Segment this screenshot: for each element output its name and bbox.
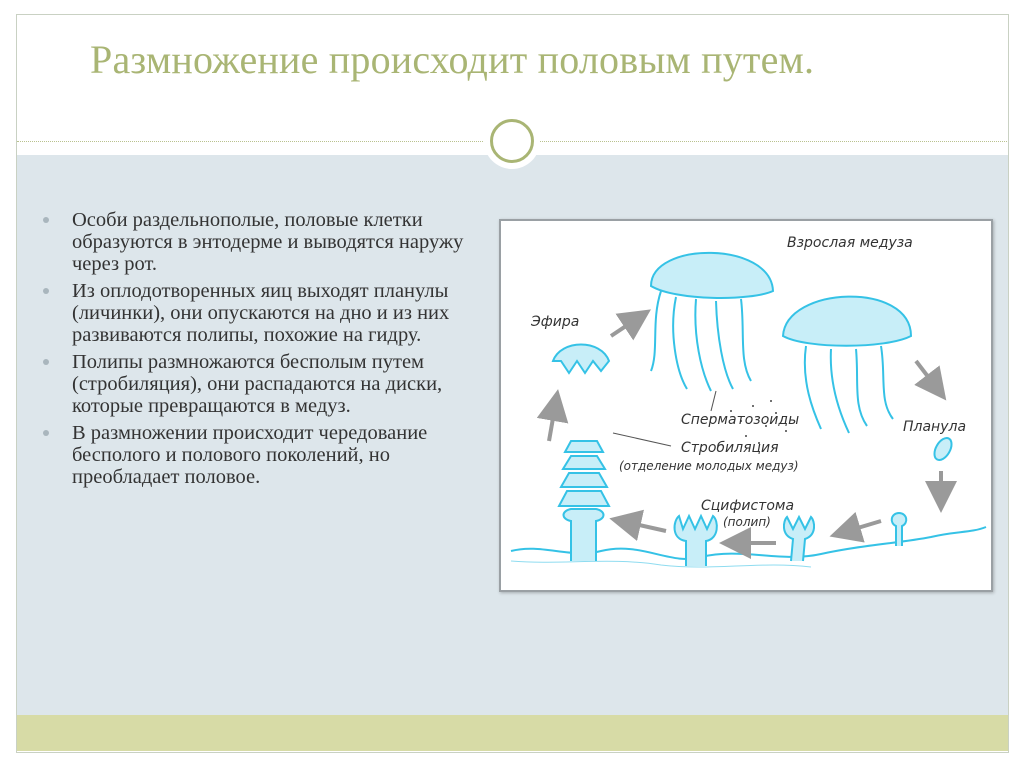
label-planula: Планула [903,419,967,435]
label-scyphistoma: Сцифистома [701,498,795,514]
life-cycle-diagram [499,219,993,592]
strobila-icon [559,441,609,561]
label-adult-medusa: Взрослая медуза [787,235,913,251]
label-strobilation: Стробиляция [681,440,779,456]
life-cycle-svg [501,221,991,590]
bullet-item: Полипы размножаются бесполым путем (стробиляция), они распадаются на диски, которые превращаются в медуз. [38,351,468,417]
label-ephyra: Эфира [531,314,580,330]
planula-icon [931,435,955,463]
adult-medusa-icon [651,253,773,391]
label-scyphistoma-note: (полип) [723,515,771,529]
footer-bar [17,715,1008,751]
slide-title: Размножение происходит половым путем. [90,37,815,82]
polyp-icon [784,517,814,561]
ephyra-icon [553,345,609,374]
adult-medusa-icon [783,297,911,433]
label-strobilation-note: (отделение молодых медуз) [619,459,799,473]
circle-ornament-icon [484,113,540,169]
bullet-item: Особи раздельнополые, половые клетки образуются в энтодерме и выводятся наружу через рот. [38,209,468,275]
bullet-list [38,209,468,493]
bullet-item: В размножении происходит чередование бесполого и полового поколений, но преобладает половое. [38,422,468,488]
label-sperm: Сперматозоиды [681,412,800,428]
bullet-item: Из оплодотворенных яиц выходят планулы (личинки), они опускаются на дно и из них развиваются полипы, похожие на гидру. [38,280,468,346]
